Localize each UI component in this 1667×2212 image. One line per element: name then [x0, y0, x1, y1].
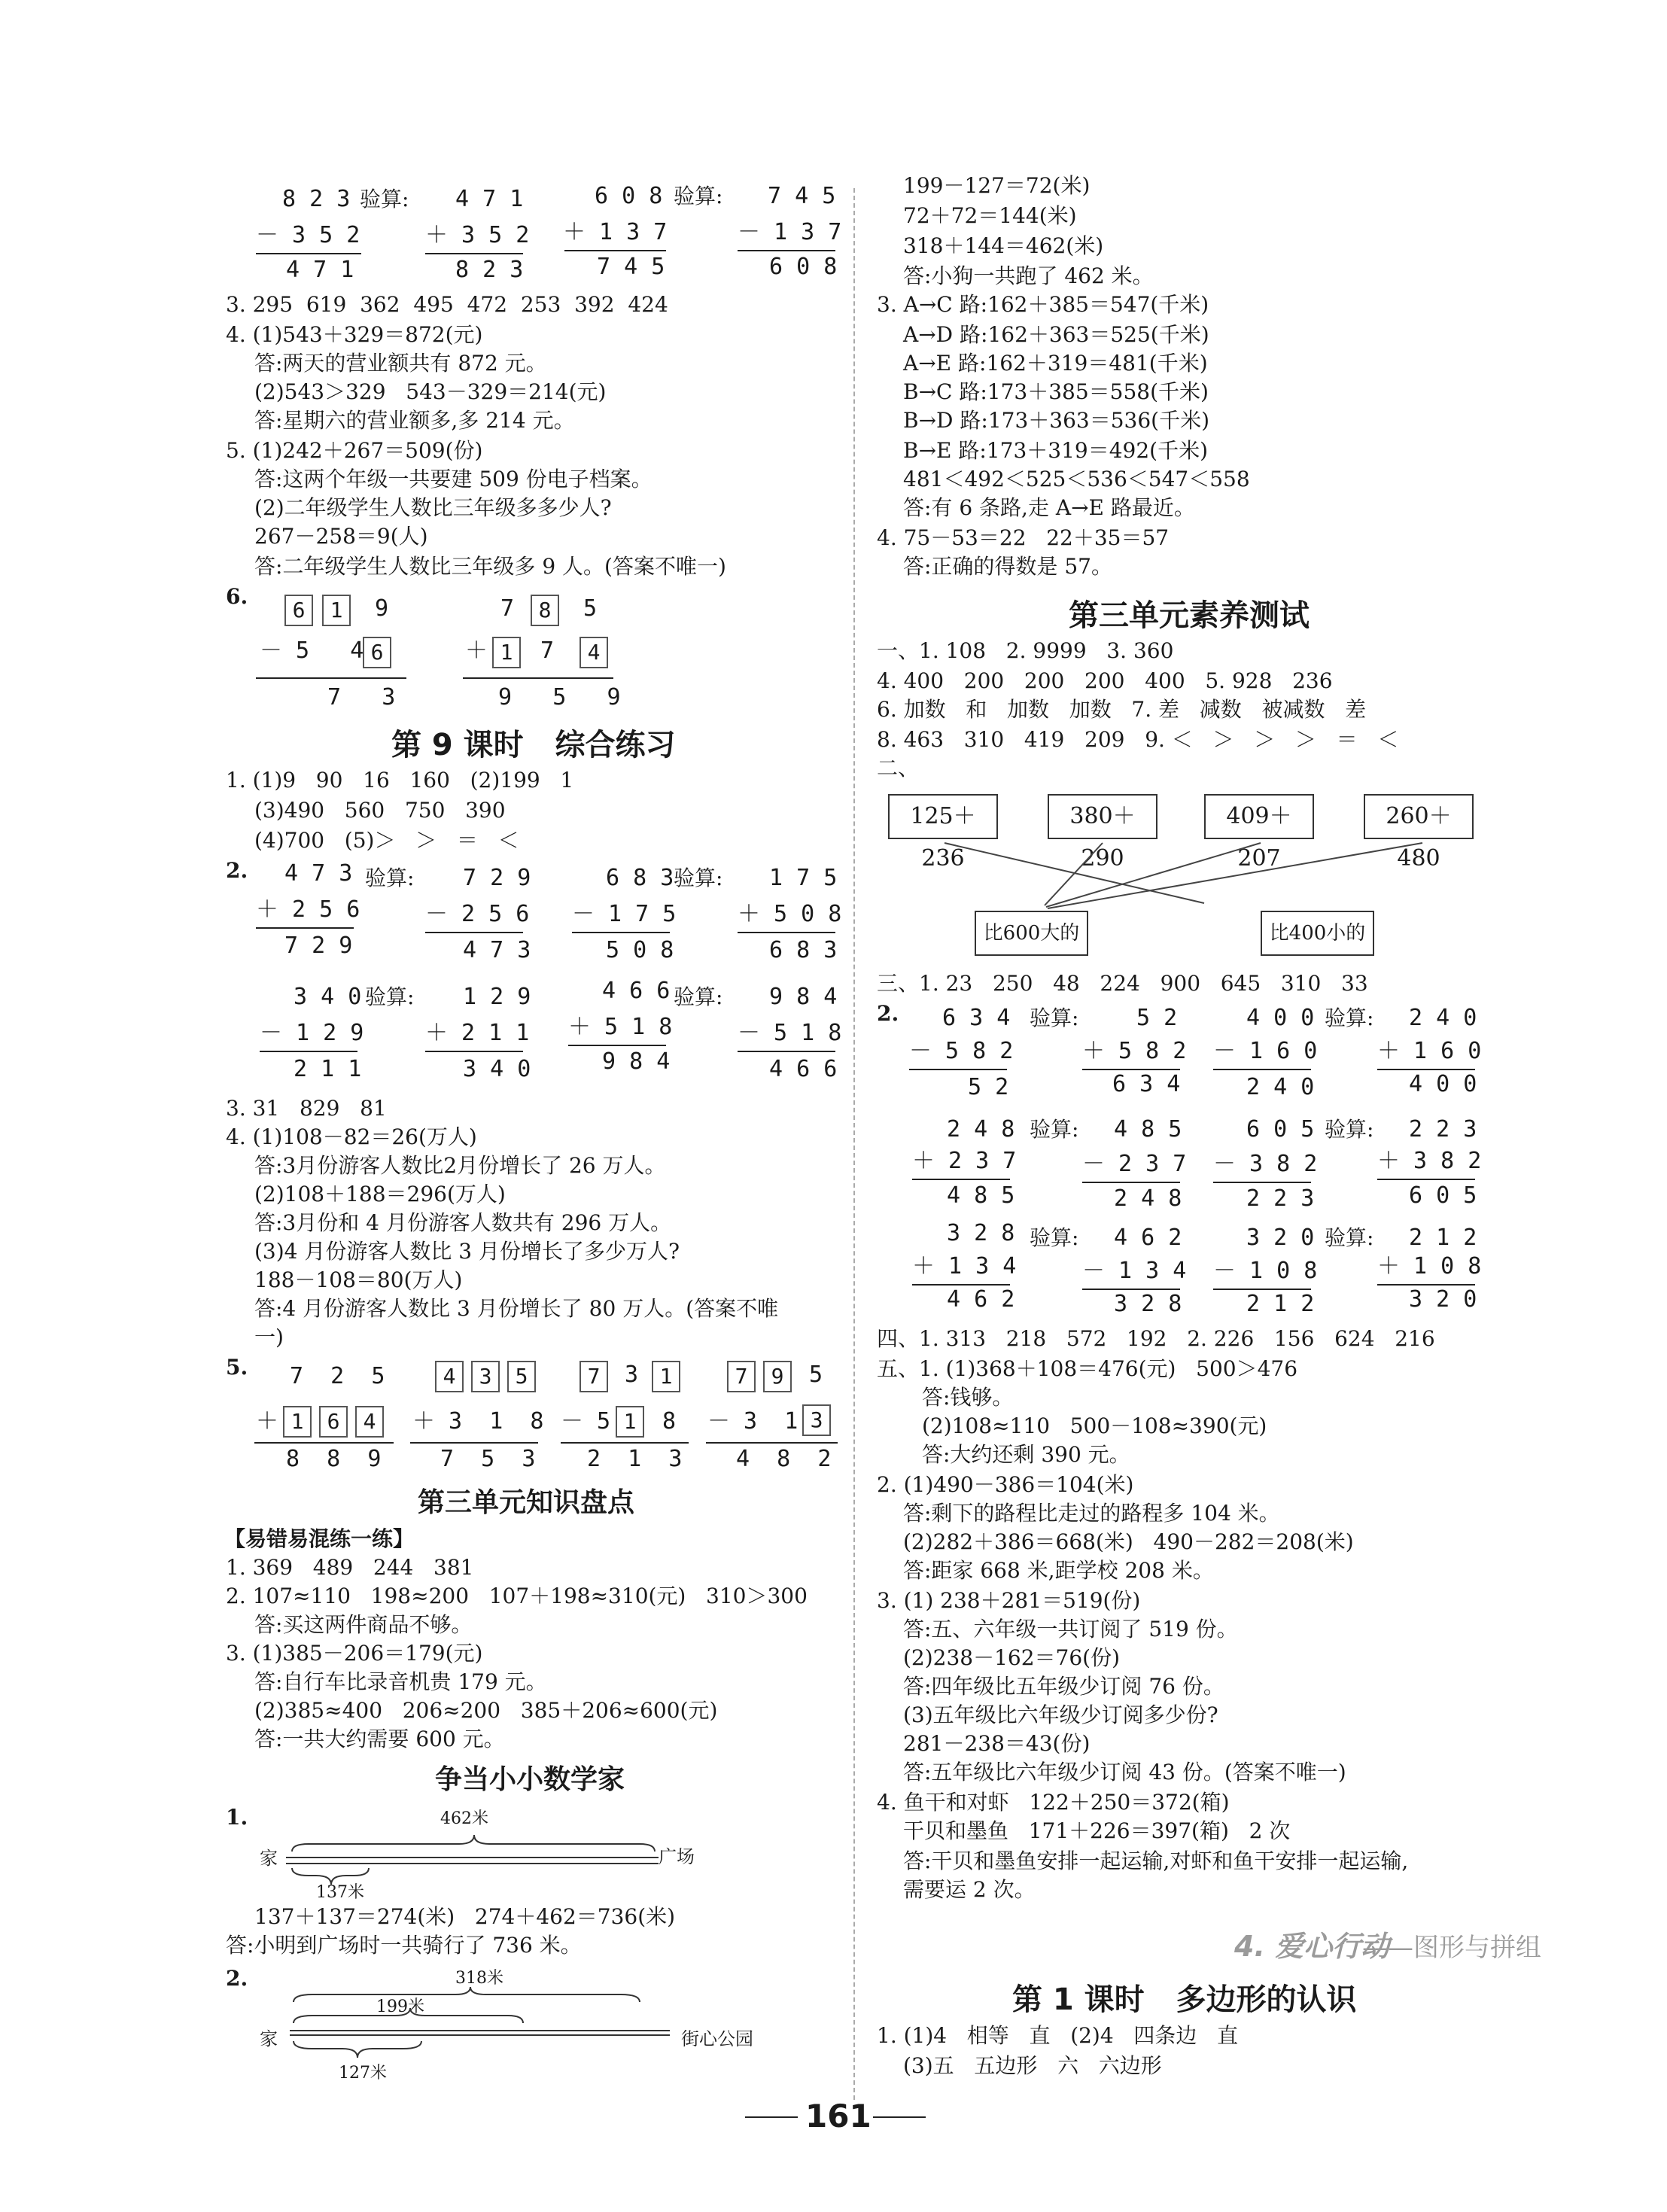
check-op: ＋ 2 1 1 — [425, 1020, 530, 1046]
answer-line: 1. 369 489 244 381 — [226, 1555, 474, 1580]
section-heading: 争当小小数学家 — [435, 1764, 625, 1795]
answer-line: (2)282＋386＝668(米) 490－282＝208(米) — [903, 1529, 1354, 1554]
check-op: － 1 3 7 — [738, 219, 842, 245]
category-box: 比600大的 — [975, 911, 1088, 956]
calc-line — [256, 253, 361, 254]
answer-line: 1. (1)4 相等 直 (2)4 四条边 直 — [877, 2023, 1239, 2048]
calc-result: 7 3 — [327, 684, 396, 710]
calc-line — [463, 677, 613, 679]
expression-box: 409＋207 — [1204, 794, 1314, 839]
answer-line: (4)700 (5)＞ ＞ ＝ ＜ — [254, 828, 519, 853]
answer-line: 一、1. 108 2. 9999 3. 360 — [877, 638, 1174, 663]
check-top: 2 1 2 — [1409, 1225, 1477, 1251]
answer-line: 4. 75－53＝22 22＋35＝57 — [877, 525, 1170, 550]
answer-line: A→D 路:162＋363＝525(千米) — [903, 322, 1209, 347]
answer-line: 2. 107≈110 198≈200 107＋198≈310(元) 310＞300 — [226, 1584, 808, 1608]
calc-op: － 5 — [561, 1408, 611, 1435]
answer-line: (3)五 五边形 六 六边形 — [903, 2053, 1162, 2078]
category-box: 比400小的 — [1261, 911, 1374, 956]
answer-line: 答:这两个年级一共要建 509 份电子档案。 — [254, 467, 653, 491]
subsection-heading: 【易错易混练一练】 — [224, 1526, 415, 1551]
calc-result: 2 4 0 — [1246, 1074, 1315, 1100]
check-top: 4 7 1 — [455, 186, 524, 212]
answer-line: 三、1. 23 250 48 224 900 645 310 33 — [877, 971, 1368, 996]
calc-result: 5 0 8 — [606, 937, 674, 963]
check-top: 5 2 — [1136, 1005, 1178, 1031]
answer-line: 267－258＝9(人) — [254, 524, 428, 549]
answer-line: 答:四年级比五年级少订阅 76 份。 — [903, 1674, 1224, 1699]
calc-result: 4 8 5 — [947, 1182, 1015, 1209]
check-top: 2 2 3 — [1409, 1116, 1477, 1143]
answer-line: 答:小明到广场时一共骑行了 736 米。 — [226, 1933, 582, 1958]
answer-line: 188－108＝80(万人) — [254, 1267, 463, 1292]
answer-line: 199－127＝72(米) — [903, 173, 1091, 198]
check-label: 验算: — [674, 184, 723, 208]
distance-label: 462米 — [440, 1809, 488, 1828]
calc-line — [909, 1069, 1007, 1070]
answer-line: 答:五、六年级一共订阅了 519 份。 — [903, 1617, 1238, 1642]
unit-subtitle: ——图形与拼组 — [1362, 1933, 1541, 1963]
calc-result: 4 7 1 — [286, 257, 354, 283]
calc-op: － 1 7 5 — [572, 901, 677, 927]
calc-op: － 3 8 2 — [1213, 1151, 1318, 1177]
calc-line — [256, 677, 406, 679]
check-top: 7 2 9 — [463, 865, 531, 891]
answer-line: 4. (1)108－82＝26(万人) — [226, 1124, 477, 1149]
check-op: ＋ 5 8 2 — [1082, 1038, 1187, 1064]
check-label: 验算: — [1030, 1117, 1079, 1142]
answer-line: 3. (1)385－206＝179(元) — [226, 1641, 483, 1666]
check-op: ＋ 3 5 2 — [425, 222, 530, 248]
answer-line: 答:五年级比六年级少订阅 43 份。(答案不唯一) — [903, 1760, 1346, 1785]
check-result: 4 7 3 — [463, 937, 531, 963]
answer-line: (2)385≈400 206≈200 385＋206≈600(元) — [254, 1698, 718, 1723]
answer-line: 答:星期六的营业额多,多 214 元。 — [254, 408, 575, 433]
route-diagram — [286, 1821, 662, 1889]
check-label: 验算: — [1030, 1006, 1079, 1030]
answer-line: 2. (1)490－386＝104(米) — [877, 1472, 1134, 1497]
calc-op: ＋ 1 3 7 — [563, 219, 668, 245]
calc-op: － 5 4 — [260, 637, 364, 664]
answer-line: 四、1. 313 218 572 192 2. 226 156 624 216 — [877, 1326, 1435, 1351]
digit-box: 3 — [471, 1361, 500, 1392]
check-result: 3 2 8 — [1114, 1291, 1182, 1317]
calc-op: ＋ 2 5 6 — [256, 896, 360, 923]
calc-line — [260, 1051, 357, 1052]
check-line — [1082, 1289, 1180, 1290]
calc-result: 5 2 — [968, 1074, 1009, 1100]
check-line — [1377, 1284, 1475, 1286]
answer-line: 答:有 6 条路,走 A→E 路最近。 — [903, 495, 1195, 520]
check-line — [425, 1051, 523, 1052]
calc-top: 6 0 8 — [595, 183, 663, 209]
unit-title: 4. 爱心行动 — [1234, 1930, 1390, 1963]
calc-op: － 1 0 8 — [1213, 1258, 1318, 1284]
calc-line — [912, 1284, 1010, 1286]
answer-line: 137＋137＝274(米) 274＋462＝736(米) — [254, 1904, 676, 1929]
digit-box: 1 — [616, 1406, 644, 1438]
calc-line — [564, 250, 666, 251]
answer-line: 8. 463 310 419 209 9. ＜ ＞ ＞ ＞ ＝ ＜ — [877, 727, 1399, 752]
digit-box: 4 — [435, 1361, 464, 1392]
place-label: 家 — [260, 1848, 278, 1869]
digit-box: 6 — [363, 637, 391, 668]
calc-line — [561, 1442, 689, 1444]
calc-result: 2 1 3 — [587, 1446, 683, 1472]
calc-result: 7 4 5 — [597, 254, 665, 280]
check-top: 1 2 9 — [463, 984, 531, 1010]
matching-lines — [888, 839, 1490, 914]
check-line — [738, 932, 835, 933]
calc-top: 4 7 3 — [284, 860, 353, 887]
answer-line: 答:3月份游客人数比2月份增长了 26 万人。 — [254, 1153, 666, 1178]
calc-line — [1213, 1182, 1311, 1183]
answer-line: 5. (1)242＋267＝509(份) — [226, 438, 483, 463]
check-top: 1 7 5 — [769, 865, 838, 891]
digit-box: 8 — [531, 595, 559, 626]
calc-op: ＋ 2 3 7 — [912, 1148, 1017, 1174]
calc-result: 4 6 2 — [947, 1286, 1015, 1313]
digit: 7 — [500, 595, 515, 622]
distance-label: 137米 — [316, 1883, 364, 1902]
section-heading: 第三单元素养测试 — [1069, 598, 1310, 633]
check-op: ＋ 1 0 8 — [1377, 1253, 1482, 1279]
check-label: 验算: — [365, 866, 415, 890]
check-result: 6 3 4 — [1112, 1071, 1181, 1097]
distance-label: 199米 — [376, 1997, 424, 2016]
check-label: 验算: — [1030, 1225, 1079, 1250]
calc-line — [256, 927, 354, 929]
answer-line: (2)二年级学生人数比三年级多多少人? — [254, 495, 612, 520]
check-line — [1082, 1182, 1180, 1183]
calc-op: － 3 1 — [707, 1408, 799, 1435]
answer-line: 答:一共大约需要 600 元。 — [254, 1727, 505, 1751]
check-line — [1377, 1179, 1475, 1180]
calc-op: － 1 6 0 — [1213, 1038, 1318, 1064]
calc-op: － 1 2 9 — [260, 1020, 364, 1046]
calc-line — [410, 1442, 538, 1444]
check-line — [425, 253, 523, 254]
answer-line: 6. 加数 和 加数 加数 7. 差 减数 被减数 差 — [877, 697, 1367, 722]
check-top: 7 4 5 — [768, 183, 836, 209]
check-line — [1377, 1069, 1475, 1070]
check-op: ＋ 1 6 0 — [1377, 1038, 1482, 1064]
digit-box: 1 — [652, 1361, 680, 1392]
calc-top: 6 3 4 — [942, 1005, 1011, 1031]
digit-box: 3 — [802, 1404, 831, 1436]
check-result: 2 4 8 — [1114, 1185, 1182, 1212]
answer-line: 3. 31 829 81 — [226, 1096, 387, 1121]
check-top: 4 6 2 — [1114, 1225, 1182, 1251]
check-result: 8 2 3 — [455, 257, 524, 283]
check-label: 验算: — [1325, 1117, 1374, 1142]
digit-box: 5 — [507, 1361, 536, 1392]
calc-op: ＋ 1 3 4 — [912, 1253, 1017, 1279]
check-line — [425, 932, 523, 933]
calc-line — [572, 932, 670, 933]
question-number: 2. — [226, 858, 248, 883]
answer-line: 1. (1)9 90 16 160 (2)199 1 — [226, 768, 574, 793]
calc-top: 8 2 3 — [282, 186, 351, 212]
calc-line — [254, 1442, 394, 1444]
check-op: ＋ 3 8 2 — [1377, 1148, 1482, 1174]
section-heading: 第 9 课时 综合练习 — [391, 728, 676, 762]
digit-box: 1 — [492, 637, 521, 668]
answer-line: 答:干贝和墨鱼安排一起运输,对虾和鱼干安排一起运输, — [903, 1848, 1409, 1873]
check-result: 3 2 0 — [1409, 1286, 1477, 1313]
calc-op: － 3 5 2 — [256, 222, 360, 248]
check-label: 验算: — [674, 866, 723, 890]
check-line — [738, 250, 835, 251]
digit-box: 7 — [727, 1361, 756, 1392]
distance-label: 127米 — [339, 2064, 387, 2083]
place-label: 街心公园 — [681, 2028, 753, 2049]
digit: 3 — [625, 1362, 639, 1388]
answer-line: 答:3月份和 4 月份游客人数共有 296 万人。 — [254, 1210, 672, 1235]
calc-op: ＋ 3 1 8 — [412, 1408, 544, 1435]
calc-line — [568, 1045, 666, 1046]
calc-top: 4 6 6 — [602, 978, 671, 1004]
digit: 7 — [540, 637, 555, 664]
answer-line: (3)五年级比六年级少订阅多少份? — [903, 1702, 1218, 1727]
answer-line: 答:买这两件商品不够。 — [254, 1612, 473, 1637]
calc-top: 2 4 8 — [947, 1116, 1015, 1143]
answer-line: 481＜492＜525＜536＜547＜558 — [903, 467, 1250, 491]
digit-box: 4 — [355, 1406, 384, 1438]
check-label: 验算: — [1325, 1225, 1374, 1250]
answer-line: 答:剩下的路程比走过的路程多 104 米。 — [903, 1501, 1280, 1526]
calc-line — [912, 1179, 1010, 1180]
digit-box: 1 — [322, 595, 351, 626]
page-number: 161 — [805, 2098, 872, 2134]
answer-line: B→C 路:173＋385＝558(千米) — [903, 379, 1209, 404]
check-result: 4 6 6 — [769, 1056, 838, 1082]
answer-line: 一) — [254, 1325, 284, 1349]
place-label: 家 — [260, 2028, 278, 2049]
check-label: 验算: — [674, 984, 723, 1009]
calc-op: ＋ 5 1 8 — [568, 1014, 673, 1040]
calc-top: 7 2 5 — [290, 1363, 385, 1389]
column-divider — [853, 188, 855, 2100]
expression-box: 125＋236 — [888, 794, 998, 839]
calc-result: 8 8 9 — [286, 1446, 382, 1472]
answer-line: 需要运 2 次。 — [903, 1877, 1036, 1902]
calc-line — [1213, 1069, 1311, 1070]
check-op: － 2 5 6 — [425, 901, 530, 927]
calc-line — [706, 1442, 838, 1444]
calc-op: ＋ — [256, 1408, 278, 1435]
answer-line: (3)490 560 750 390 — [254, 798, 506, 823]
digit: 5 — [809, 1362, 823, 1388]
calc-result: 2 2 3 — [1246, 1185, 1315, 1212]
check-result: 6 0 8 — [769, 254, 838, 280]
answer-line: 答:自行车比录音机贵 179 元。 — [254, 1669, 547, 1694]
question-number: 5. — [226, 1355, 248, 1380]
calc-top: 6 8 3 — [606, 865, 674, 891]
answer-line: (2)238－162＝76(份) — [903, 1645, 1121, 1670]
check-op: － 5 1 8 — [738, 1020, 842, 1046]
calc-op: － 5 8 2 — [909, 1038, 1014, 1064]
calc-result: 7 5 3 — [440, 1446, 536, 1472]
calc-result: 2 1 2 — [1246, 1291, 1315, 1317]
check-top: 9 8 4 — [769, 984, 838, 1010]
answer-line: 4. 400 200 200 200 400 5. 928 236 — [877, 668, 1333, 693]
section-heading: 第 1 课时 多边形的认识 — [1012, 1982, 1357, 2017]
check-op: － 1 3 4 — [1082, 1258, 1187, 1284]
question-number: 2. — [226, 1966, 248, 1991]
answer-line: 答:钱够。 — [922, 1385, 1014, 1410]
answer-line: (2)108≈110 500－108≈390(元) — [922, 1413, 1267, 1438]
check-top: 4 8 5 — [1114, 1116, 1182, 1143]
check-label: 验算: — [360, 187, 409, 211]
check-result: 4 0 0 — [1409, 1071, 1477, 1097]
calc-result: 7 2 9 — [284, 933, 353, 959]
answer-line: 答:正确的得数是 57。 — [903, 554, 1112, 579]
calc-line — [1213, 1289, 1311, 1290]
check-op: － 2 3 7 — [1082, 1151, 1187, 1177]
calc-top: 3 4 0 — [294, 984, 362, 1010]
answer-line: 3. 295 619 362 495 472 253 392 424 — [226, 292, 668, 317]
calc-result: 4 8 2 — [736, 1446, 832, 1472]
answer-line: 答:大约还剩 390 元。 — [922, 1442, 1130, 1467]
question-number: 2. — [877, 1001, 899, 1026]
calc-op: ＋ — [465, 637, 488, 664]
expression-box: 260＋480 — [1364, 794, 1474, 839]
calc-result: 9 8 4 — [602, 1048, 671, 1075]
calc-top: 3 2 0 — [1246, 1225, 1315, 1251]
footer-rule — [745, 2116, 798, 2118]
check-top: 2 4 0 — [1409, 1005, 1477, 1031]
digit: 9 — [375, 595, 389, 622]
check-label: 验算: — [1325, 1006, 1374, 1030]
distance-label: 318米 — [455, 1969, 503, 1988]
question-number: 6. — [226, 584, 248, 609]
answer-line: 72＋72＝144(米) — [903, 203, 1077, 228]
answer-line: 二、 — [877, 756, 920, 780]
calc-top: 6 0 5 — [1246, 1116, 1315, 1143]
digit: 8 — [662, 1408, 677, 1435]
check-op: ＋ 5 0 8 — [738, 901, 842, 927]
expression-box: 380＋290 — [1048, 794, 1157, 839]
answer-line: 3. (1) 238＋281＝519(份) — [877, 1588, 1141, 1613]
answer-line: 答:4 月份游客人数比 3 月份增长了 80 万人。(答案不唯 — [254, 1296, 779, 1321]
answer-line: 答:距家 668 米,距学校 208 米。 — [903, 1558, 1214, 1583]
route-diagram — [290, 1979, 681, 2070]
answer-line: (2)108＋188＝296(万人) — [254, 1182, 506, 1206]
check-result: 6 0 5 — [1409, 1182, 1477, 1209]
calc-result: 2 1 1 — [294, 1056, 362, 1082]
digit: 5 — [583, 595, 598, 622]
answer-line: 答:两天的营业额共有 872 元。 — [254, 351, 547, 376]
answer-line: 答:二年级学生人数比三年级多 9 人。(答案不唯一) — [254, 554, 726, 579]
check-line — [738, 1051, 835, 1052]
answer-line: (3)4 月份游客人数比 3 月份增长了多少万人? — [254, 1239, 680, 1264]
place-label: 广场 — [659, 1846, 695, 1867]
answer-line: 五、1. (1)368＋108＝476(元) 500＞476 — [877, 1356, 1298, 1381]
check-result: 6 8 3 — [769, 937, 838, 963]
question-number: 1. — [226, 1805, 248, 1830]
calc-result: 9 5 9 — [498, 684, 621, 710]
check-line — [1082, 1069, 1180, 1070]
answer-line: A→E 路:162＋319＝481(千米) — [903, 351, 1208, 376]
answer-line: 3. A→C 路:162＋385＝547(千米) — [877, 292, 1209, 317]
answer-line: B→E 路:173＋319＝492(千米) — [903, 438, 1208, 463]
check-result: 3 4 0 — [463, 1056, 531, 1082]
answer-line: 答:小狗一共跑了 462 米。 — [903, 263, 1154, 288]
digit-box: 1 — [283, 1406, 312, 1438]
calc-top: 3 2 8 — [947, 1220, 1015, 1246]
calc-top: 4 0 0 — [1246, 1005, 1315, 1031]
answer-line: 318＋144＝462(米) — [903, 233, 1104, 258]
digit-box: 4 — [579, 637, 608, 668]
answer-line: 4. 鱼干和对虾 122＋250＝372(箱) — [877, 1790, 1230, 1815]
answer-line: 281－238＝43(份) — [903, 1731, 1091, 1756]
answer-line: B→D 路:173＋363＝536(千米) — [903, 408, 1209, 433]
answer-line: 4. (1)543＋329＝872(元) — [226, 322, 483, 347]
digit-box: 7 — [579, 1361, 608, 1392]
check-label: 验算: — [365, 984, 415, 1009]
answer-line: 干贝和墨鱼 171＋226＝397(箱) 2 次 — [903, 1818, 1291, 1843]
digit-box: 9 — [763, 1361, 792, 1392]
answer-line: (2)543＞329 543－329＝214(元) — [254, 379, 607, 404]
digit-box: 6 — [319, 1406, 348, 1438]
footer-rule — [873, 2116, 926, 2118]
section-heading: 第三单元知识盘点 — [418, 1487, 635, 1518]
digit-box: 6 — [284, 595, 313, 626]
